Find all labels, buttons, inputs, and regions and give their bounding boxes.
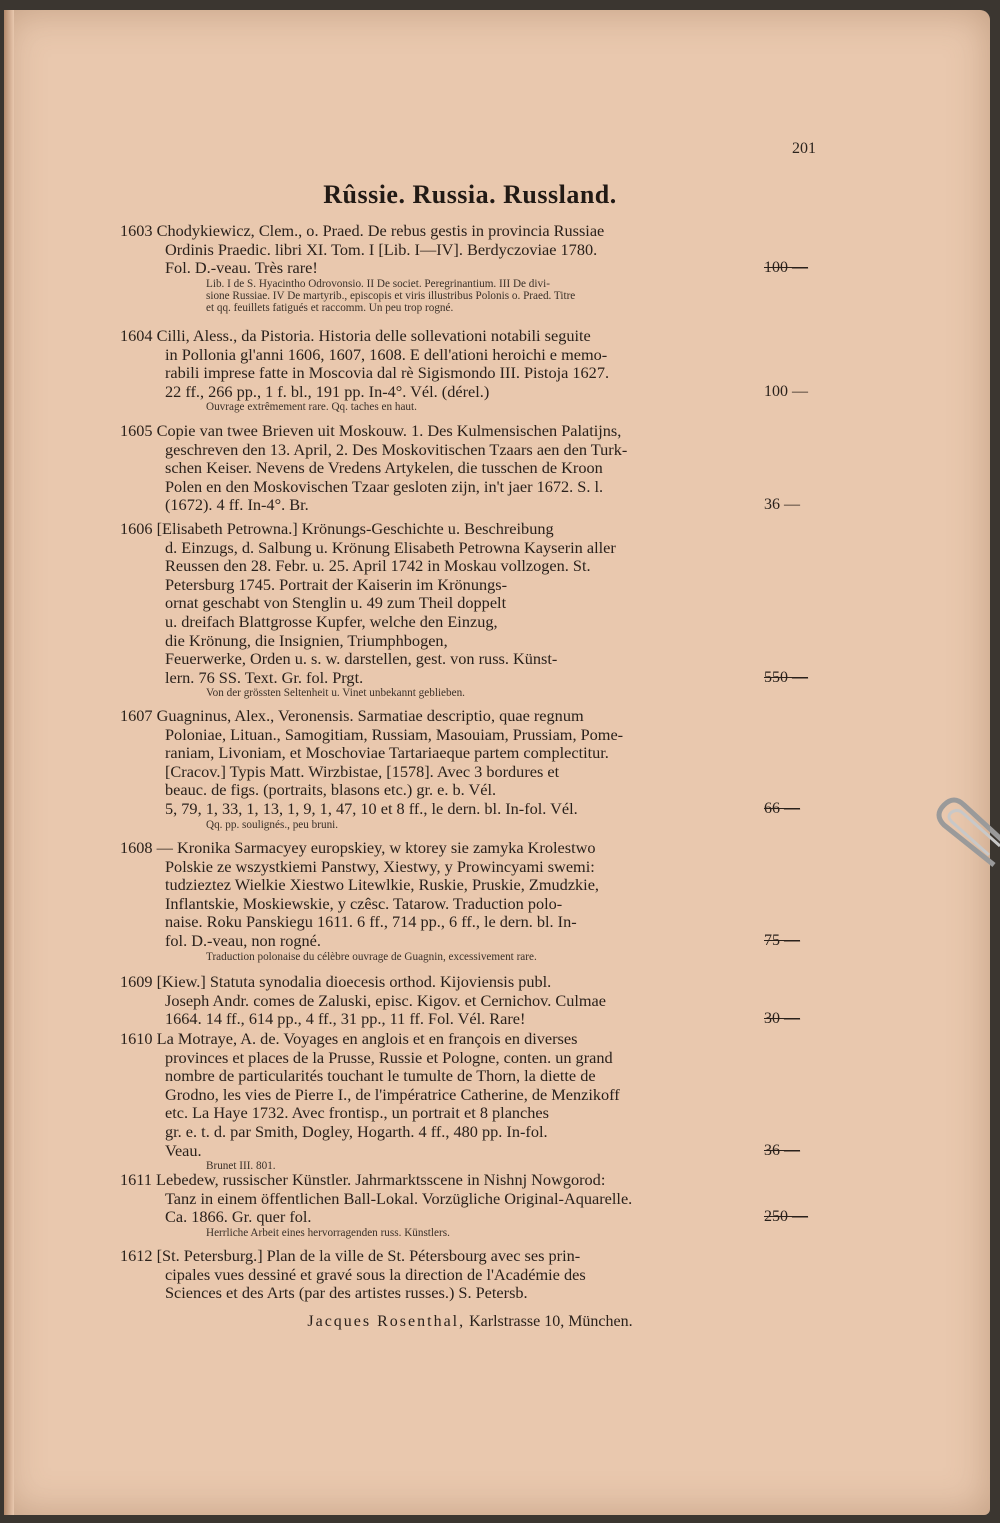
entry-line <box>120 520 760 539</box>
catalogue-entry <box>120 222 760 314</box>
catalogue-entry <box>120 327 760 413</box>
entry-text: schen Keiser. Nevens de Vredens Artykelen, die tusschen de Kroon <box>165 458 603 478</box>
entry-number: 1606 <box>120 519 153 538</box>
entry-line <box>120 650 760 669</box>
catalogue-entry <box>120 1171 760 1239</box>
entry-line <box>120 478 760 497</box>
entry-text: rabili imprese fatte in Moscovia dal rè Sigismondo III. Pistoja 1627. <box>165 363 610 383</box>
catalogue-entry <box>120 520 760 699</box>
entry-line <box>120 800 760 819</box>
entry-price: 100 — <box>764 259 808 277</box>
entry-text: 22 ff., 266 pp., 1 f. bl., 191 pp. In-4°. Vél. (dérel.) <box>165 381 490 401</box>
entry-text: provinces et places de la Prusse, Russie et Pologne, conten. un grand <box>165 1047 613 1067</box>
entry-line <box>120 459 760 478</box>
entry-line <box>120 1123 760 1142</box>
entry-text: Veau. <box>165 1140 202 1160</box>
entry-text: tudzieztez Wielkie Xiestwo Litewlkie, Ruskie, Pruskie, Zmudzkie, <box>165 875 600 895</box>
page-number: 201 <box>792 140 816 157</box>
entry-line <box>120 1049 760 1068</box>
entry-text: die Krönung, die Insignien, Triumphbogen, <box>165 630 448 650</box>
entry-text: naise. Roku Panskiegu 1611. 6 ff., 714 pp., 6 ff., le dern. bl. In- <box>165 912 577 932</box>
entry-text: nombre de particularités touchant le tumulte de Thorn, la diette de <box>165 1066 596 1086</box>
entry-price: 66 — <box>764 800 800 817</box>
entry-text: gr. e. t. d. par Smith, Dogley, Hogarth. 4 ff., 480 pp. In-fol. <box>165 1121 548 1141</box>
entry-line <box>120 895 760 914</box>
entry-text: Feuerwerke, Orden u. s. w. darstellen, gest. von russ. Künst- <box>165 649 558 669</box>
entry-text: cipales vues dessiné et gravé sous la direction de l'Académie des <box>165 1264 586 1284</box>
entry-text: Cilli, Aless., da Pistoria. Historia delle sollevationi notabili seguite <box>156 326 591 345</box>
entry-number: 1604 <box>120 326 153 345</box>
entry-price: 30 — <box>764 1010 800 1028</box>
entry-line <box>120 241 760 260</box>
entry-text: Joseph Andr. comes de Zaluski, episc. Kigov. et Cernichov. Culmae <box>165 990 607 1010</box>
entry-text: [Elisabeth Petrowna.] Krönungs-Geschichte u. Beschreibung <box>156 519 554 538</box>
entry-text: in Pollonia gl'anni 1606, 1607, 1608. E dell'ationi heroichi e memo- <box>165 344 608 364</box>
entry-text: Fol. D.-veau. Très rare! <box>165 258 318 278</box>
entry-text: lern. 76 SS. Text. Gr. fol. Prgt. <box>165 667 364 687</box>
entry-text: [Cracov.] Typis Matt. Wirzbistae, [1578]. Avec 3 bordures et <box>165 761 560 781</box>
entry-line <box>120 781 760 800</box>
entry-line <box>120 973 760 992</box>
entry-line <box>120 594 760 613</box>
entry-line <box>120 1284 760 1303</box>
entry-text: Sciences et des Arts (par des artistes russes.) S. Petersb. <box>165 1283 528 1303</box>
entry-note: Ouvrage extrêmement rare. Qq. taches en haut. <box>206 401 417 414</box>
entry-text: [St. Petersburg.] Plan de la ville de St. Pétersbourg avec ses prin- <box>156 1246 581 1265</box>
entry-text: La Motraye, A. de. Voyages en anglois et en françois en diverses <box>156 1029 578 1048</box>
entry-text: Ordinis Praedic. libri XI. Tom. I [Lib. I—IV]. Berdyczoviae 1780. <box>165 239 598 259</box>
entry-text: 5, 79, 1, 33, 1, 13, 1, 9, 1, 47, 10 et 8 ff., le dern. bl. In-fol. Vél. <box>165 798 578 818</box>
catalogue-page <box>4 10 990 1515</box>
entry-line <box>120 1067 760 1086</box>
entry-note: Traduction polonaise du célèbre ouvrage de Guagnin, excessivement rare. <box>206 950 537 963</box>
entry-text: Reussen den 28. Febr. u. 25. April 1742 in Moskau vollzogen. St. <box>165 556 591 576</box>
entry-number: 1611 <box>120 1170 152 1189</box>
entry-line <box>120 1171 760 1190</box>
entry-number: 1608 <box>120 838 153 857</box>
entry-text: Tanz in einem öffentlichen Ball-Lokal. Vorzügliche Original-Aquarelle. <box>165 1188 633 1208</box>
entry-line <box>120 876 760 895</box>
entry-text: etc. La Haye 1732. Avec frontisp., un portrait et 8 planches <box>165 1103 549 1123</box>
entry-text: Copie van twee Brieven uit Moskouw. 1. Des Kulmensischen Palatijns, <box>156 421 622 440</box>
entry-text: Poloniae, Lituan., Samogitiam, Russiam, Masouiam, Prussiam, Pome- <box>165 724 624 744</box>
entry-line <box>120 383 760 402</box>
entry-note: Brunet III. 801. <box>206 1160 276 1173</box>
entry-text: beauc. de figs. (portraits, blasons etc.) gr. e. b. Vél. <box>165 780 497 800</box>
entry-number: 1607 <box>120 706 153 725</box>
entry-note: Herrliche Arbeit eines hervorragenden russ. Künstlers. <box>206 1226 450 1239</box>
entry-line <box>120 1190 760 1209</box>
entry-text: Polskie ze wszystkiemi Panstwy, Xiestwy, y Prowincyami swemi: <box>165 856 595 876</box>
entry-text: fol. D.-veau, non rogné. <box>165 930 321 950</box>
entry-text: [Kiew.] Statuta synodalia dioecesis orthod. Kijoviensis publ. <box>156 972 552 991</box>
entry-line <box>120 1104 760 1123</box>
entry-line <box>120 1247 760 1266</box>
entry-note: Von der grössten Seltenheit u. Vinet unbekannt geblieben. <box>206 687 465 700</box>
entry-text: u. dreifach Blattgrosse Kupfer, welche den Einzug, <box>165 611 498 631</box>
entry-text: Polen en den Moskovischen Tzaar gesloten zijn, in't jaer 1672. S. l. <box>165 476 604 496</box>
entry-line <box>120 726 760 745</box>
entry-line <box>120 364 760 383</box>
entry-line <box>120 557 760 576</box>
paper-clip-icon <box>934 770 1000 870</box>
entry-line <box>120 576 760 595</box>
entry-line <box>120 422 760 441</box>
entry-line <box>120 496 760 515</box>
entry-line <box>120 1208 760 1227</box>
catalogue-entry <box>120 1247 760 1303</box>
catalogue-entry <box>120 422 760 515</box>
entry-number: 1612 <box>120 1246 153 1265</box>
entry-line <box>120 707 760 726</box>
entry-text: geschreven den 13. April, 2. Des Moskovitischen Tzaars aen den Turk- <box>165 439 628 459</box>
publisher-name: Jacques Rosenthal, <box>307 1313 466 1330</box>
entry-line <box>120 613 760 632</box>
entry-text: d. Einzugs, d. Salbung u. Krönung Elisabeth Petrowna Kayserin aller <box>165 537 616 557</box>
entry-line <box>120 441 760 460</box>
entry-line <box>120 259 760 278</box>
entry-text: Lebedew, russischer Künstler. Jahrmarktsscene in Nishnj Nowgorod: <box>156 1170 606 1189</box>
entry-line <box>120 632 760 651</box>
catalogue-entry <box>120 973 760 1029</box>
entry-line <box>120 913 760 932</box>
entry-text: raniam, Livoniam, et Moschoviae Tartariaeque partem complectitur. <box>165 743 609 763</box>
entry-price: 250 — <box>764 1208 808 1226</box>
entry-number: 1603 <box>120 221 153 240</box>
publisher-address: Karlstrasse 10, München. <box>469 1313 633 1330</box>
entry-line <box>120 346 760 365</box>
entry-line <box>120 992 760 1011</box>
entry-text: (1672). 4 ff. In-4°. Br. <box>165 495 309 515</box>
entry-line <box>120 1010 760 1029</box>
entry-price: 550 — <box>764 668 808 686</box>
entry-note: et qq. feuillets fatigués et raccomm. Un peu trop rogné. <box>206 301 454 314</box>
entry-number: 1609 <box>120 972 153 991</box>
entry-line <box>120 539 760 558</box>
page-binding-edge <box>4 10 14 1515</box>
publisher-footer <box>4 1313 936 1331</box>
entry-number: 1605 <box>120 421 153 440</box>
entry-text: 1664. 14 ff., 614 pp., 4 ff., 31 pp., 11 ff. Fol. Vél. Rare! <box>165 1009 526 1029</box>
entry-text: Guagninus, Alex., Veronensis. Sarmatiae descriptio, quae regnum <box>156 706 584 725</box>
entry-number: 1610 <box>120 1029 153 1048</box>
entry-line <box>120 222 760 241</box>
entry-price: 75 — <box>764 932 800 949</box>
entry-line <box>120 1142 760 1161</box>
entry-line <box>120 1086 760 1105</box>
entry-text: Grodno, les vies de Pierre I., de l'impératrice Catherine, de Menzikoff <box>165 1084 620 1104</box>
entry-line <box>120 932 760 951</box>
entry-note: sione Russiae. IV De martyrib., episcopis et viris illustribus Polonis o. Praed. Titre <box>206 289 576 302</box>
catalogue-entry <box>120 839 760 963</box>
entry-text: Petersburg 1745. Portrait der Kaiserin im Krönungs- <box>165 574 508 594</box>
entry-price: 100 — <box>764 382 808 400</box>
entry-line <box>120 839 760 858</box>
entry-text: Inflantskie, Moskiewskie, y czêsc. Tatarow. Traduction polo- <box>165 893 563 913</box>
catalogue-entry <box>120 707 760 831</box>
entry-line <box>120 763 760 782</box>
entry-text: — Kronika Sarmacyey europskiey, w ktorey sie zamyka Krolestwo <box>156 838 596 857</box>
entry-line <box>120 669 760 688</box>
entry-note: Qq. pp. soulignés., peu bruni. <box>206 818 339 831</box>
entry-text: Ca. 1866. Gr. quer fol. <box>165 1207 312 1227</box>
entry-line <box>120 1266 760 1285</box>
entry-line <box>120 858 760 877</box>
catalogue-entry <box>120 1030 760 1172</box>
section-title: Rûssie. Russia. Russland. <box>323 180 617 209</box>
entry-line <box>120 744 760 763</box>
entry-line <box>120 327 760 346</box>
entry-line <box>120 1030 760 1049</box>
entry-text: ornat geschabt von Stenglin u. 49 zum Theil doppelt <box>165 593 507 613</box>
entry-text: Chodykiewicz, Clem., o. Praed. De rebus gestis in provincia Russiae <box>156 221 605 240</box>
entry-price: 36 — <box>764 496 800 514</box>
entry-note: Lib. I de S. Hyacintho Odrovonsio. II De societ. Peregrinantium. III De divi- <box>206 277 550 290</box>
entry-price: 36 — <box>764 1141 800 1159</box>
